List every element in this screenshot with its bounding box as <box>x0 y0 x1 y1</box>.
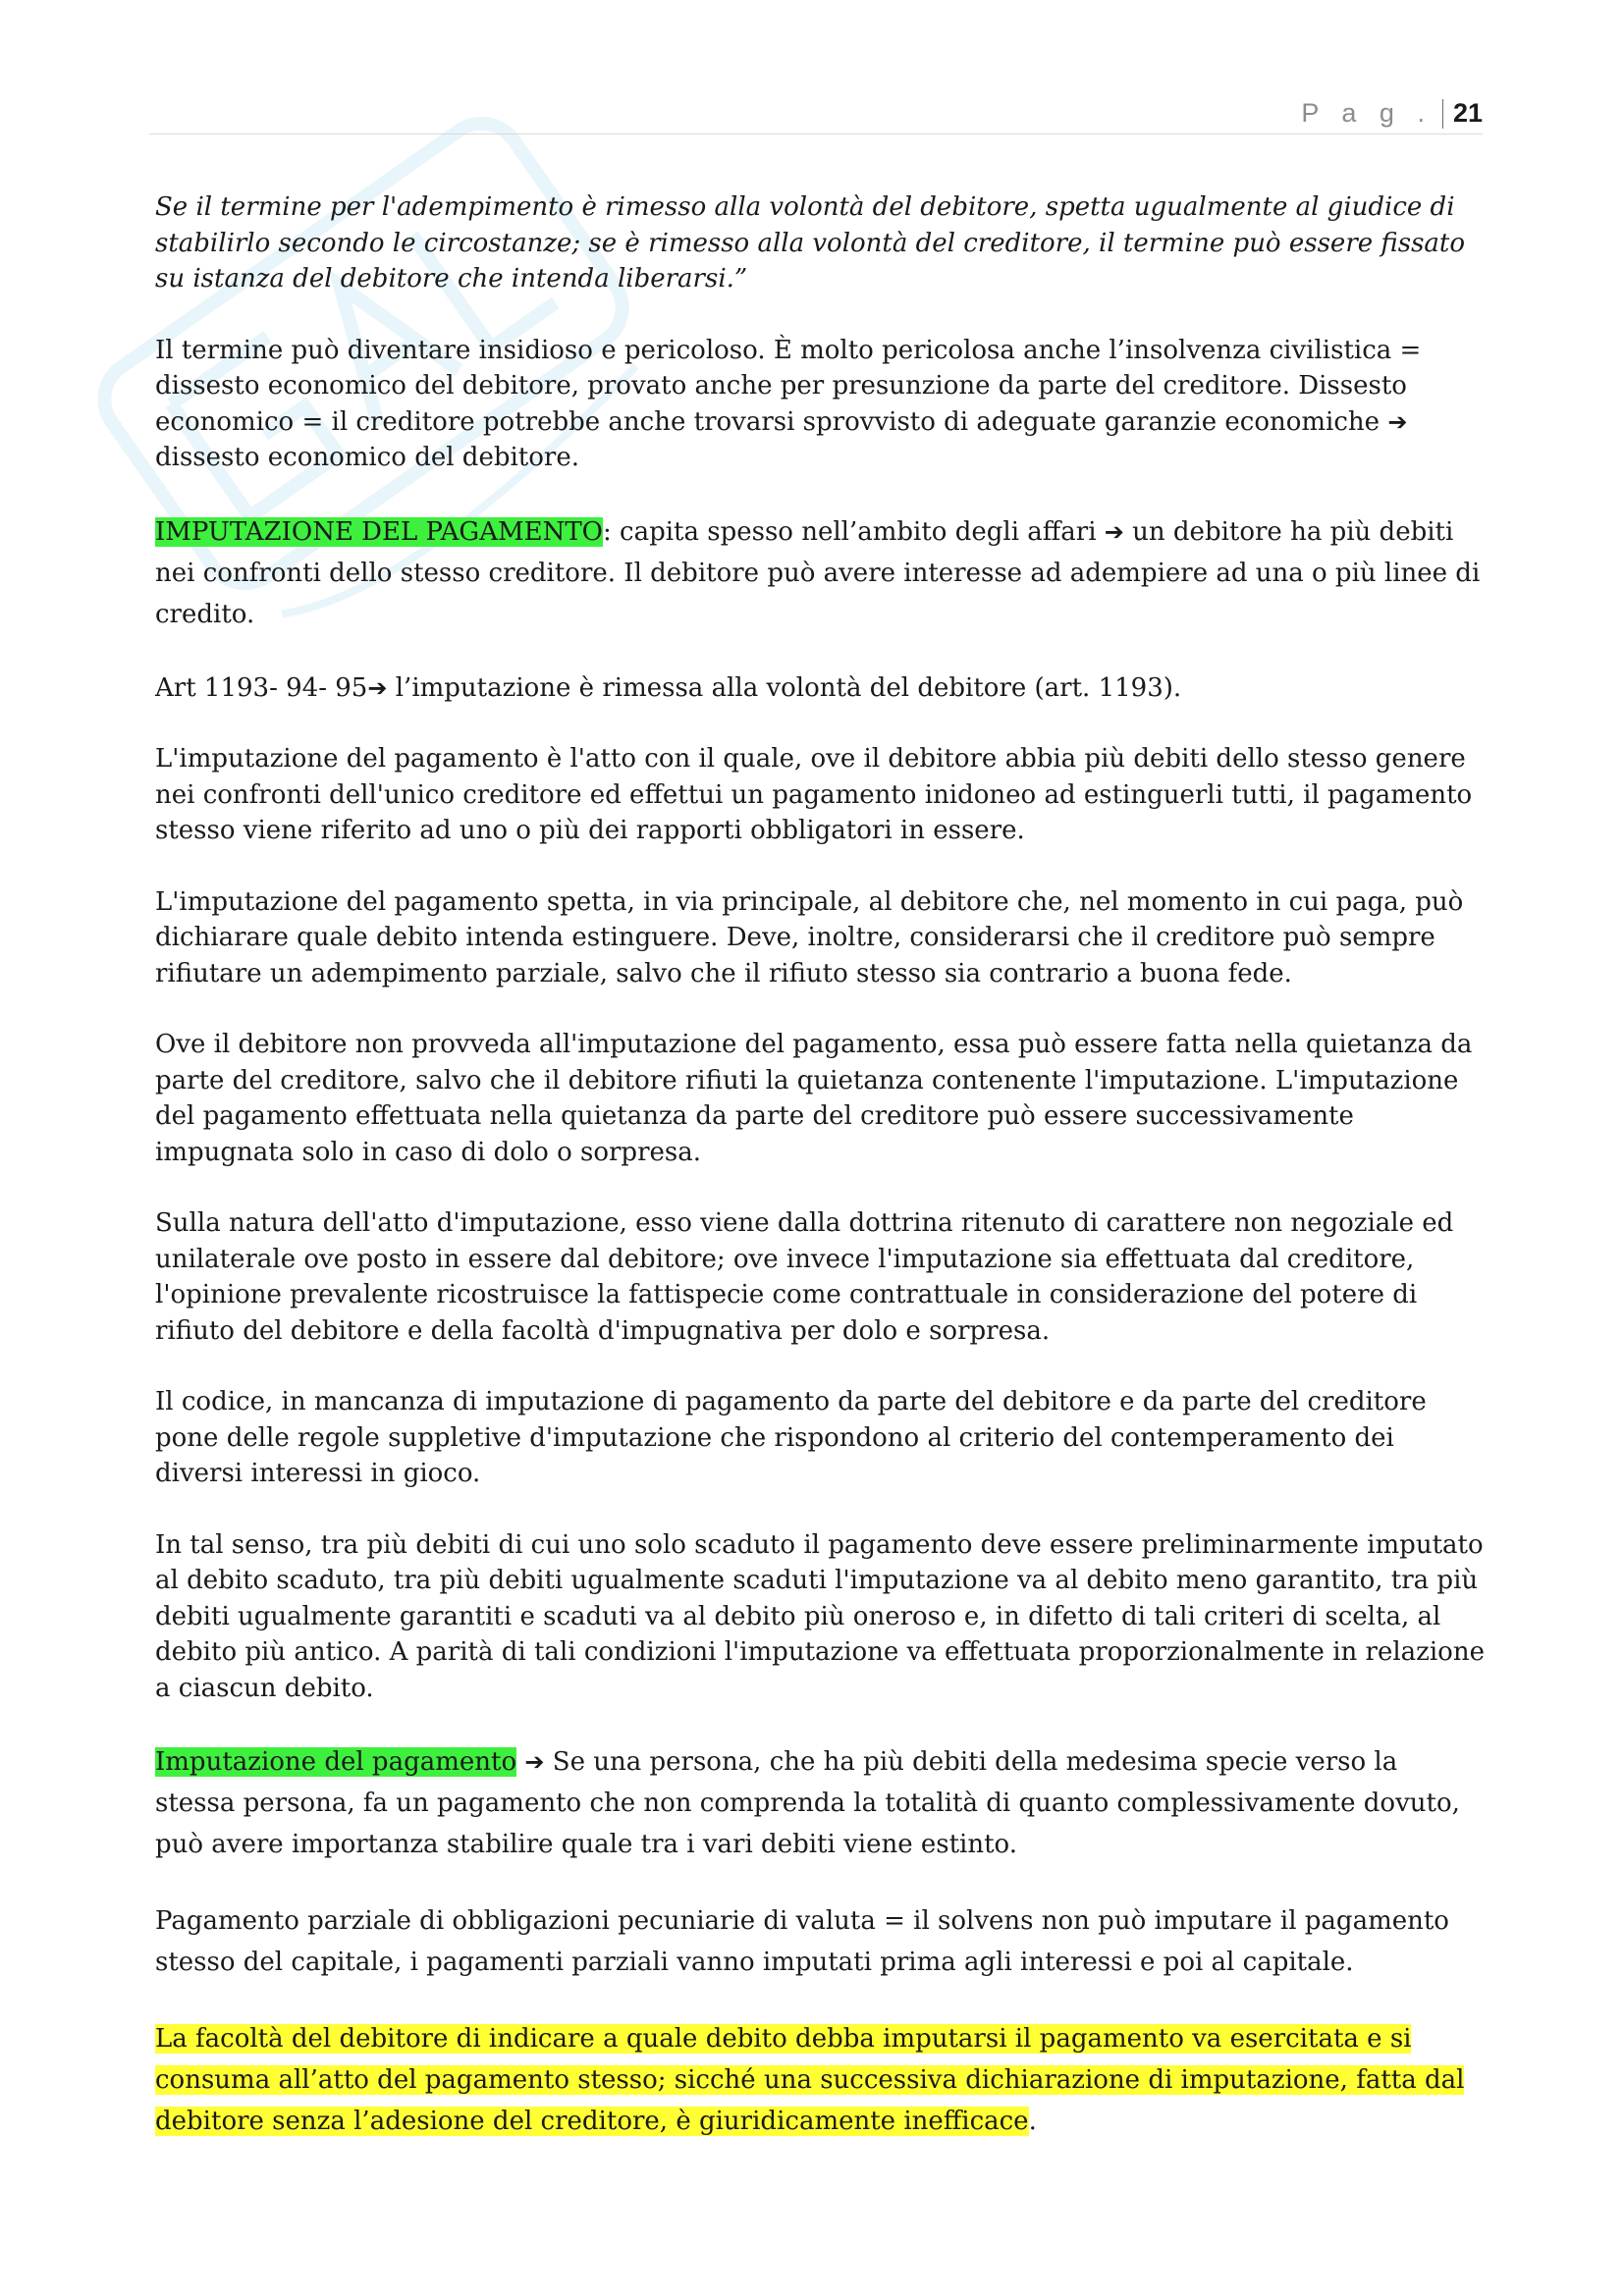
paragraph-art-1193 <box>155 670 1485 707</box>
paragraph-termine <box>155 333 1485 476</box>
paragraph-facolta-end: . <box>1028 2107 1037 2136</box>
paragraph-natura-atto: Sulla natura dell'atto d'imputazione, esso viene dalla dottrina ritenuto di carattere non negoziale ed unilaterale ove posto in essere dal debitore; ove invece l'imputazione sia effettuata dal creditore, l'opinione prevalente ricostruisce la fattispecie come contrattuale in considerazione del potere di rifiuto del debitore e della facoltà d'impugnativa per dolo e sorpresa. <box>155 1208 1454 1346</box>
paragraph-regole-suppletive: Il codice, in mancanza di imputazione di pagamento da parte del debitore e da parte del creditore pone delle regole suppletive d'imputazione che rispondono al criterio del contemperamento dei diversi interessi in gioco. <box>155 1387 1427 1488</box>
highlight-imputazione-pagamento: Imputazione del pagamento <box>155 1747 517 1777</box>
paragraph-imputazione-text: : capita spesso nell’ambito degli affari <box>602 516 1105 547</box>
highlight-imputazione-title: IMPUTAZIONE DEL PAGAMENTO <box>155 516 603 547</box>
highlight-facolta: La facoltà del debitore di indicare a quale debito debba imputarsi il pagamento va esercitata e si consuma all’atto del pagamento stesso; sicché una successiva dichiarazione di imputazione, fatta dal debitore senza l’adesione del creditore, è giuridicamente inefficace <box>155 2024 1465 2136</box>
paragraph-imputazione-end: un debitore ha più debiti nei confronti dello stesso creditore. Il debitore può avere interesse ad adempiere ad una o più linee di credito. <box>155 516 1481 629</box>
paragraph-quietanza: Ove il debitore non provveda all'imputazione del pagamento, essa può essere fatta nella quietanza da parte del creditore, salvo che il debitore rifiuti la quietanza contenente l'imputazione. L'imputazione del pagamento effettuata nella quietanza da parte del creditore può essere successivamente impugnata solo in caso di dolo o sorpresa. <box>155 1030 1473 1167</box>
arrow-icon: ➔ <box>1104 517 1124 546</box>
document-body <box>155 189 1485 2142</box>
paragraph-pagamento-parziale: Pagamento parziale di obbligazioni pecuniarie di valuta = il solvens non può imputare il pagamento stesso del capitale, i pagamenti parziali vanno imputati prima agli interessi e poi al capitale. <box>155 1906 1449 1977</box>
page-header <box>149 90 1483 134</box>
paragraph-facolta-debitore <box>155 2018 1485 2142</box>
paragraph-spetta-debitore: L'imputazione del pagamento spetta, in via principale, al debitore che, nel momento in cui paga, può dichiarare quale debito intenda estinguere. Deve, inoltre, considerarsi che il creditore può sempre rifiutare un adempimento parziale, salvo che il rifiuto stesso sia contrario a buona fede. <box>155 886 1464 988</box>
arrow-icon: ➔ <box>367 673 388 702</box>
page-separator <box>1442 99 1443 129</box>
paragraph-definizione: L'imputazione del pagamento è l'atto con il quale, ove il debitore abbia più debiti dello stesso genere nei confronti dell'unico creditore ed effettui un pagamento inidoneo ad estinguerli tutti, il pagamento stesso viene riferito ad uno o più dei rapporti obbligatori in essere. <box>155 744 1473 845</box>
page-number: 21 <box>1452 98 1483 128</box>
quote-paragraph: Se il termine per l'adempimento è rimesso alla volontà del debitore, spetta ugualmente al giudice di stabilirlo secondo le circostanze; se è rimesso alla volontà del creditore, il termine può essere fissato su istanza del debitore che intenda liberarsi.” <box>155 192 1466 294</box>
arrow-icon: ➔ <box>1387 407 1408 436</box>
paragraph-imputazione-specie-text: Se una persona, che ha più debiti della medesima specie verso la stessa persona, fa un pagamento che non comprenda la totalità di quanto complessivamente dovuto, può avere importanza stabilire quale tra i vari debiti viene estinto. <box>155 1747 1460 1859</box>
page-indicator <box>1301 98 1483 129</box>
page-label: P a g . <box>1301 98 1433 128</box>
arrow-icon: ➔ <box>524 1748 545 1776</box>
paragraph-imputazione-intro <box>155 511 1485 635</box>
paragraph-termine-end: dissesto economico del debitore. <box>155 443 579 472</box>
art-reference-text: l’imputazione è rimessa alla volontà del debitore (art. 1193). <box>387 672 1182 703</box>
paragraph-termine-text: Il termine può diventare insidioso e pericoloso. È molto pericolosa anche l’insolvenza civilistica = dissesto economico del debitore, provato anche per presunzione da parte del creditore. Dissesto economico = il creditore potrebbe anche trovarsi sprovvisto di adeguate garanzie economiche <box>155 335 1422 437</box>
paragraph-criteri: In tal senso, tra più debiti di cui uno solo scaduto il pagamento deve essere preliminarmente imputato al debito scaduto, tra più debiti ugualmente scaduti l'imputazione va al debito meno garantito, tra più debiti ugualmente garantiti e scaduti va al debito più oneroso e, in difetto di tali criteri di scelta, al debito più antico. A parità di tali condizioni l'imputazione va effettuata proporzionalmente in relazione a ciascun debito. <box>155 1529 1485 1703</box>
paragraph-imputazione-specie <box>155 1741 1485 1865</box>
art-reference: Art 1193- 94- 95 <box>155 672 368 703</box>
